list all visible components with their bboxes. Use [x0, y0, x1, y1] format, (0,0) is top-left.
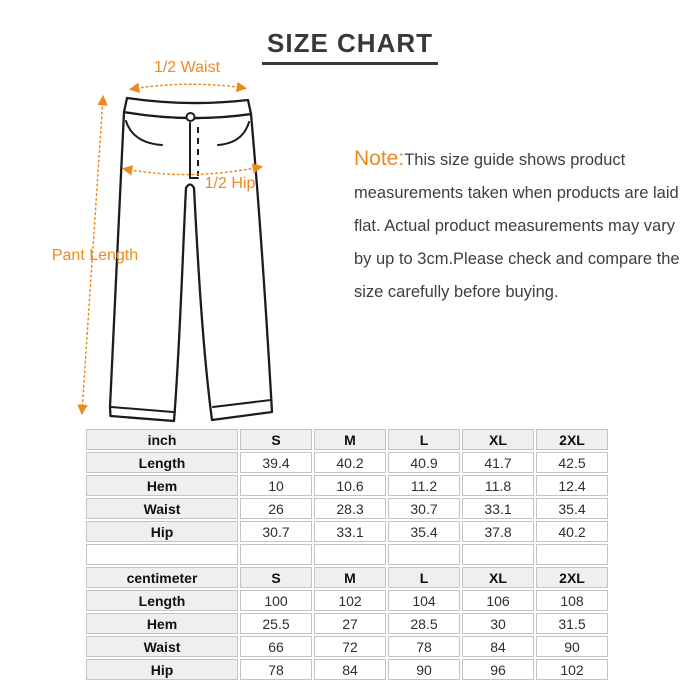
value-cell: 11.8 — [462, 475, 534, 496]
value-cell: 106 — [462, 590, 534, 611]
page-title: SIZE CHART — [262, 28, 438, 65]
value-cell: 104 — [388, 590, 460, 611]
measurement-row — [86, 521, 608, 542]
value-cell: 108 — [536, 590, 608, 611]
value-cell: 10 — [240, 475, 312, 496]
measurement-row — [86, 452, 608, 473]
waist-label: 1/2 Waist — [153, 59, 221, 76]
size-header-cell: L — [388, 429, 460, 450]
value-cell: 102 — [314, 590, 386, 611]
value-cell: 40.2 — [314, 452, 386, 473]
size-header-cell: 2XL — [536, 567, 608, 588]
spacer-cell — [240, 544, 312, 565]
spacer-cell — [86, 544, 238, 565]
value-cell: 84 — [314, 659, 386, 680]
value-cell: 100 — [240, 590, 312, 611]
row-label-cell: Hem — [86, 475, 238, 496]
waist-arrow — [132, 84, 244, 89]
value-cell: 84 — [462, 636, 534, 657]
value-cell: 96 — [462, 659, 534, 680]
value-cell: 25.5 — [240, 613, 312, 634]
row-label-cell: Hem — [86, 613, 238, 634]
row-label-cell: Length — [86, 590, 238, 611]
value-cell: 78 — [240, 659, 312, 680]
value-cell: 28.5 — [388, 613, 460, 634]
row-label-cell: Hip — [86, 521, 238, 542]
row-label-cell: Waist — [86, 498, 238, 519]
size-table-body — [86, 429, 608, 680]
size-header-cell: M — [314, 567, 386, 588]
unit-cell: inch — [86, 429, 238, 450]
size-header-cell: XL — [462, 567, 534, 588]
value-cell: 11.2 — [388, 475, 460, 496]
value-cell: 40.2 — [536, 521, 608, 542]
value-cell: 39.4 — [240, 452, 312, 473]
measurement-row — [86, 659, 608, 680]
value-cell: 72 — [314, 636, 386, 657]
row-label-cell: Waist — [86, 636, 238, 657]
value-cell: 31.5 — [536, 613, 608, 634]
value-cell: 37.8 — [462, 521, 534, 542]
value-cell: 26 — [240, 498, 312, 519]
row-label-cell: Length — [86, 452, 238, 473]
spacer-cell — [462, 544, 534, 565]
value-cell: 90 — [536, 636, 608, 657]
size-header-cell: S — [240, 567, 312, 588]
size-header-row — [86, 567, 608, 588]
spacer-cell — [536, 544, 608, 565]
size-header-cell: M — [314, 429, 386, 450]
size-header-cell: XL — [462, 429, 534, 450]
spacer-cell — [388, 544, 460, 565]
value-cell: 33.1 — [462, 498, 534, 519]
length-label: Pant Length — [51, 247, 139, 264]
value-cell: 30.7 — [240, 521, 312, 542]
waistband-button — [187, 113, 195, 121]
measurement-row — [86, 475, 608, 496]
value-cell: 35.4 — [388, 521, 460, 542]
value-cell: 42.5 — [536, 452, 608, 473]
value-cell: 102 — [536, 659, 608, 680]
size-header-cell: L — [388, 567, 460, 588]
note-body: This size guide shows product measurements taken when products are laid flat. Actual product measurements may vary by up to 3cm.Please check and compare the size carefully before buying. — [354, 151, 680, 301]
value-cell: 33.1 — [314, 521, 386, 542]
value-cell: 41.7 — [462, 452, 534, 473]
value-cell: 66 — [240, 636, 312, 657]
value-cell: 12.4 — [536, 475, 608, 496]
size-header-cell: 2XL — [536, 429, 608, 450]
measurement-row — [86, 590, 608, 611]
value-cell: 78 — [388, 636, 460, 657]
unit-cell: centimeter — [86, 567, 238, 588]
size-header-row — [86, 429, 608, 450]
value-cell: 35.4 — [536, 498, 608, 519]
hip-label: 1/2 Hip — [204, 175, 256, 192]
pants-diagram — [40, 55, 340, 430]
note-text — [354, 142, 686, 309]
value-cell: 30.7 — [388, 498, 460, 519]
size-header-cell: S — [240, 429, 312, 450]
measurement-row — [86, 613, 608, 634]
spacer-cell — [314, 544, 386, 565]
value-cell: 90 — [388, 659, 460, 680]
value-cell: 28.3 — [314, 498, 386, 519]
measurement-row — [86, 498, 608, 519]
size-table — [84, 427, 610, 682]
value-cell: 30 — [462, 613, 534, 634]
measurement-row — [86, 636, 608, 657]
value-cell: 40.9 — [388, 452, 460, 473]
value-cell: 10.6 — [314, 475, 386, 496]
spacer-row — [86, 544, 608, 565]
value-cell: 27 — [314, 613, 386, 634]
note-label: Note: — [354, 147, 405, 170]
row-label-cell: Hip — [86, 659, 238, 680]
